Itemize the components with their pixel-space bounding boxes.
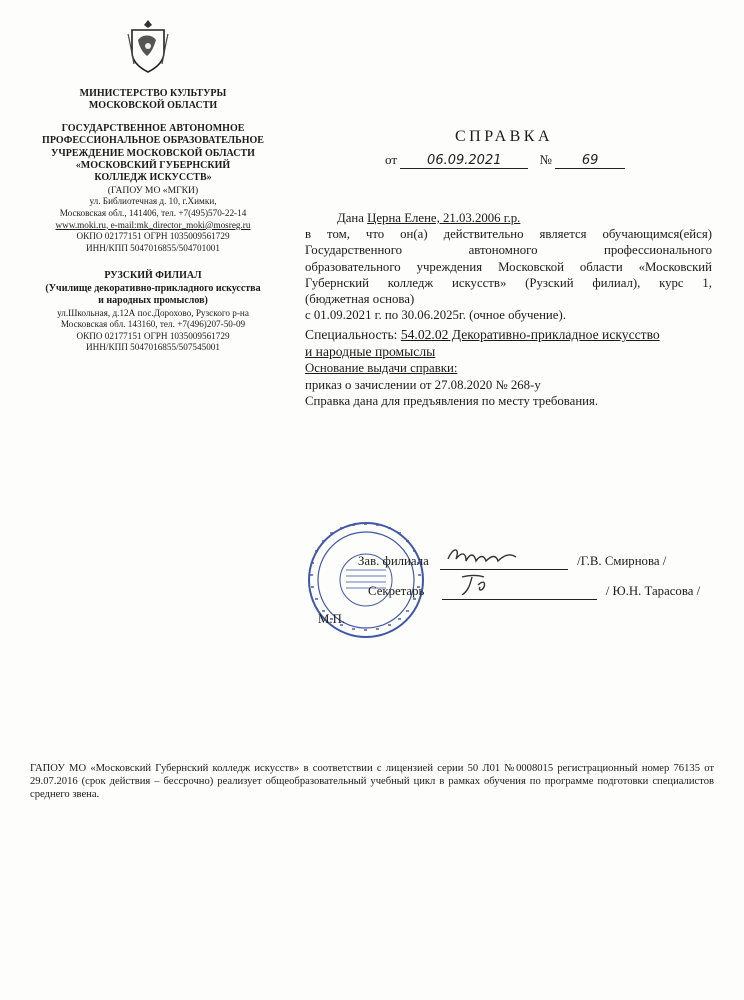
date-label: от xyxy=(385,152,398,167)
specialty-value-1: 54.02.02 Декоративно-прикладное искусство xyxy=(400,327,660,343)
branch-address-line-2: Московская обл. 143160, тел. +7(496)207-50-09 xyxy=(60,319,246,330)
handwritten-signature-icon xyxy=(442,573,532,595)
secretary-name: / Ю.Н. Тарасова / xyxy=(605,584,701,598)
student-name: Церна Елене, 21.03.2006 г.р. xyxy=(367,211,521,225)
ministry-line-1: МИНИСТЕРСТВО КУЛЬТУРЫ xyxy=(79,88,227,99)
branch-address-line-1: ул.Школьная, д.12А пос.Дорохово, Рузского р-на xyxy=(57,307,249,318)
coat-of-arms-icon xyxy=(126,18,170,76)
body-line-2: Государственного автономного профессионального xyxy=(305,243,712,258)
handwritten-signature-icon xyxy=(440,543,560,565)
seal-label: М.П. xyxy=(318,612,346,626)
certificate-body xyxy=(305,210,712,409)
basis-label: Основание выдачи справки: xyxy=(305,361,458,376)
address-line-3: www.moki.ru, e-mail:mk_director_moki@mosreg.ru xyxy=(55,219,251,230)
branch-inn-line: ИНН/КПП 5047016855/507545001 xyxy=(86,342,220,353)
document-number: 69 xyxy=(581,153,599,168)
basis-value: приказ о зачислении от 27.08.2020 № 268-у xyxy=(305,377,541,392)
license-footer: ГАПОУ МО «Московский Губернский колледж искусств» в соответствии с лицензией серии 50 Л01 №0008015 регистрационный номер 76135 от 29.07.2016 (срок действия – бессрочно) реализует общеобразовательный учебный цикл в рамках обучения по программе подготовки специалистов среднего звена. xyxy=(30,763,714,801)
body-line-4: Губернский колледж искусств» (Рузский филиал), курс 1, xyxy=(305,275,712,290)
head-signature-line xyxy=(440,543,568,570)
okpo-line: ОКПО 02177151 ОГРН 1035009561729 xyxy=(76,231,230,242)
org-short-name: (ГАПОУ МО «МГКИ) xyxy=(107,184,199,196)
org-line-5: КОЛЛЕДЖ ИСКУССТВ» xyxy=(94,172,212,184)
date-number-line xyxy=(385,152,645,169)
head-label: Зав. филиала xyxy=(358,554,429,568)
inn-line: ИНН/КПП 5047016855/504701001 xyxy=(86,242,220,253)
body-line-6: с 01.09.2021 г. по 30.06.2025г. (очное обучение). xyxy=(305,308,566,323)
branch-okpo-line: ОКПО 02177151 ОГРН 1035009561729 xyxy=(76,330,230,341)
issue-date: 06.09.2021 xyxy=(427,153,502,168)
address-line-1: ул. Библиотечная д. 10, г.Химки, xyxy=(89,196,217,207)
secretary-label: Секретарь xyxy=(368,584,425,598)
body-line-3: образовательного учреждения Московской области «Московский xyxy=(305,259,712,274)
org-line-4: «МОСКОВСКИЙ ГУБЕРНСКИЙ xyxy=(75,160,231,172)
specialty-value-2: и народные промыслы xyxy=(305,344,436,360)
org-line-2: ПРОФЕССИОНАЛЬНОЕ ОБРАЗОВАТЕЛЬНОЕ xyxy=(42,135,264,147)
branch-line-2: и народных промыслов) xyxy=(98,295,208,307)
secretary-signature-line xyxy=(442,573,597,600)
number-label: № xyxy=(539,152,552,167)
branch-line-1: (Училище декоративно-прикладного искусства xyxy=(45,282,261,294)
body-line-1: в том, что он(а) действительно является обучающимся(ейся) xyxy=(305,227,712,242)
organization-header xyxy=(28,88,278,354)
head-name: /Г.В. Смирнова / xyxy=(577,554,667,568)
specialty-label: Специальность: xyxy=(305,327,398,343)
document-title: СПРАВКА xyxy=(455,128,554,145)
head-signature-row xyxy=(358,543,666,570)
org-line-3: УЧРЕЖДЕНИЕ МОСКОВСКОЙ ОБЛАСТИ xyxy=(51,147,255,159)
org-line-1: ГОСУДАРСТВЕННОЕ АВТОНОМНОЕ xyxy=(61,122,245,134)
secretary-signature-row xyxy=(368,573,700,600)
address-line-2: Московская обл., 141406, тел. +7(495)570-22-14 xyxy=(59,208,247,219)
branch-title: РУЗСКИЙ ФИЛИАЛ xyxy=(104,270,202,282)
given-label: Дана xyxy=(337,211,364,225)
ministry-line-2: МОСКОВСКОЙ ОБЛАСТИ xyxy=(88,100,218,112)
purpose-text: Справка дана для предъявления по месту требования. xyxy=(305,393,599,408)
body-line-5: (бюджетная основа) xyxy=(305,292,415,307)
